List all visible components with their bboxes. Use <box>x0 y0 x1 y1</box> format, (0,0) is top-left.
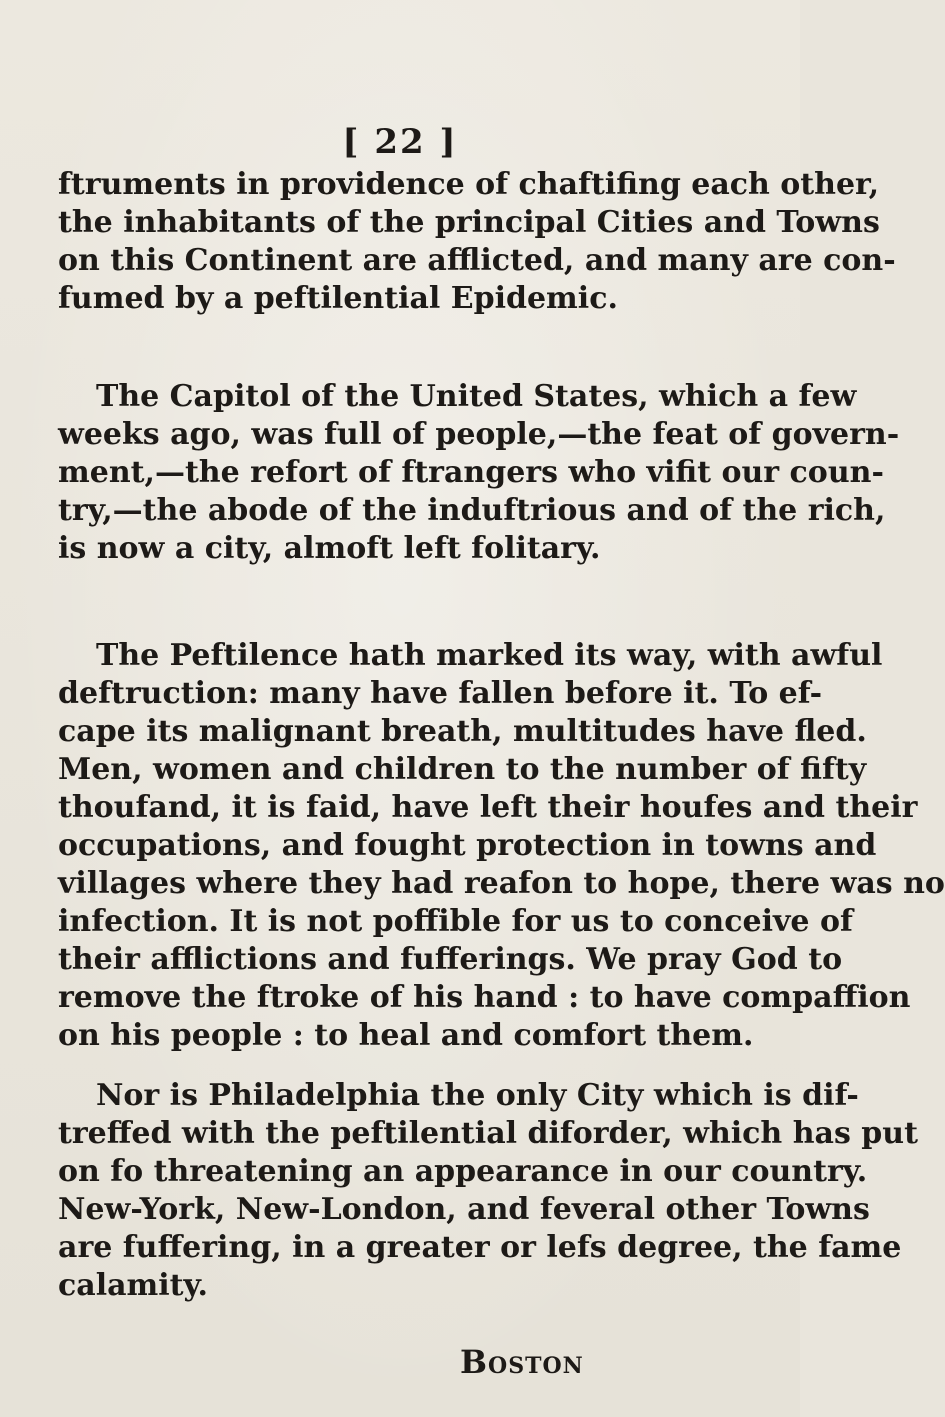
text-line: calamity. <box>58 1268 208 1303</box>
text-line: try,—the abode of the induftrious and of the rich, <box>58 493 886 528</box>
text-line: New-York, New-London, and feveral other Towns <box>58 1192 870 1227</box>
text-line: occupations, and fought protection in towns and <box>58 828 877 863</box>
text-line: Nor is Philadelphia the only City which is dif- <box>96 1078 859 1113</box>
text-line: on this Continent are afflicted, and many are con- <box>58 243 896 278</box>
text-line: are fuffering, in a greater or lefs degree, the fame <box>58 1230 902 1265</box>
text-line: ftruments in providence of chaftifing each other, <box>58 167 880 202</box>
text-line: remove the ftroke of his hand : to have compaffion <box>58 980 911 1015</box>
text-line: on fo threatening an appearance in our country. <box>58 1154 868 1189</box>
text-line: on his people : to heal and comfort them. <box>58 1018 754 1053</box>
paragraph-3 <box>58 637 945 1055</box>
text-line: The Capitol of the United States, which a few <box>96 379 857 414</box>
paragraph-2 <box>58 378 900 568</box>
text-line: is now a city, almoft left folitary. <box>58 531 601 566</box>
catchword: Boston <box>460 1343 584 1381</box>
paragraph-1 <box>58 166 896 318</box>
text-line: treffed with the peftilential diforder, which has put <box>58 1116 918 1151</box>
page-number: [ 22 ] <box>342 122 458 162</box>
text-line: villages where they had reafon to hope, there was no <box>58 866 945 901</box>
text-line: The Peftilence hath marked its way, with awful <box>96 638 883 673</box>
text-line: the inhabitants of the principal Cities and Towns <box>58 205 880 240</box>
text-line: ment,—the refort of ftrangers who vifit our coun- <box>58 455 884 490</box>
text-line: cape its malignant breath, multitudes have fled. <box>58 714 867 749</box>
text-line: their afflictions and fufferings. We pray God to <box>58 942 843 977</box>
text-line: fumed by a peftilential Epidemic. <box>58 281 618 316</box>
paragraph-4 <box>58 1077 918 1305</box>
text-line: thoufand, it is faid, have left their houfes and their <box>58 790 918 825</box>
text-line: Men, women and children to the number of fifty <box>58 752 867 787</box>
text-line: deftruction: many have fallen before it. To ef- <box>58 676 823 711</box>
text-line: infection. It is not poffible for us to conceive of <box>58 904 853 939</box>
text-line: weeks ago, was full of people,—the feat of govern- <box>58 417 900 452</box>
